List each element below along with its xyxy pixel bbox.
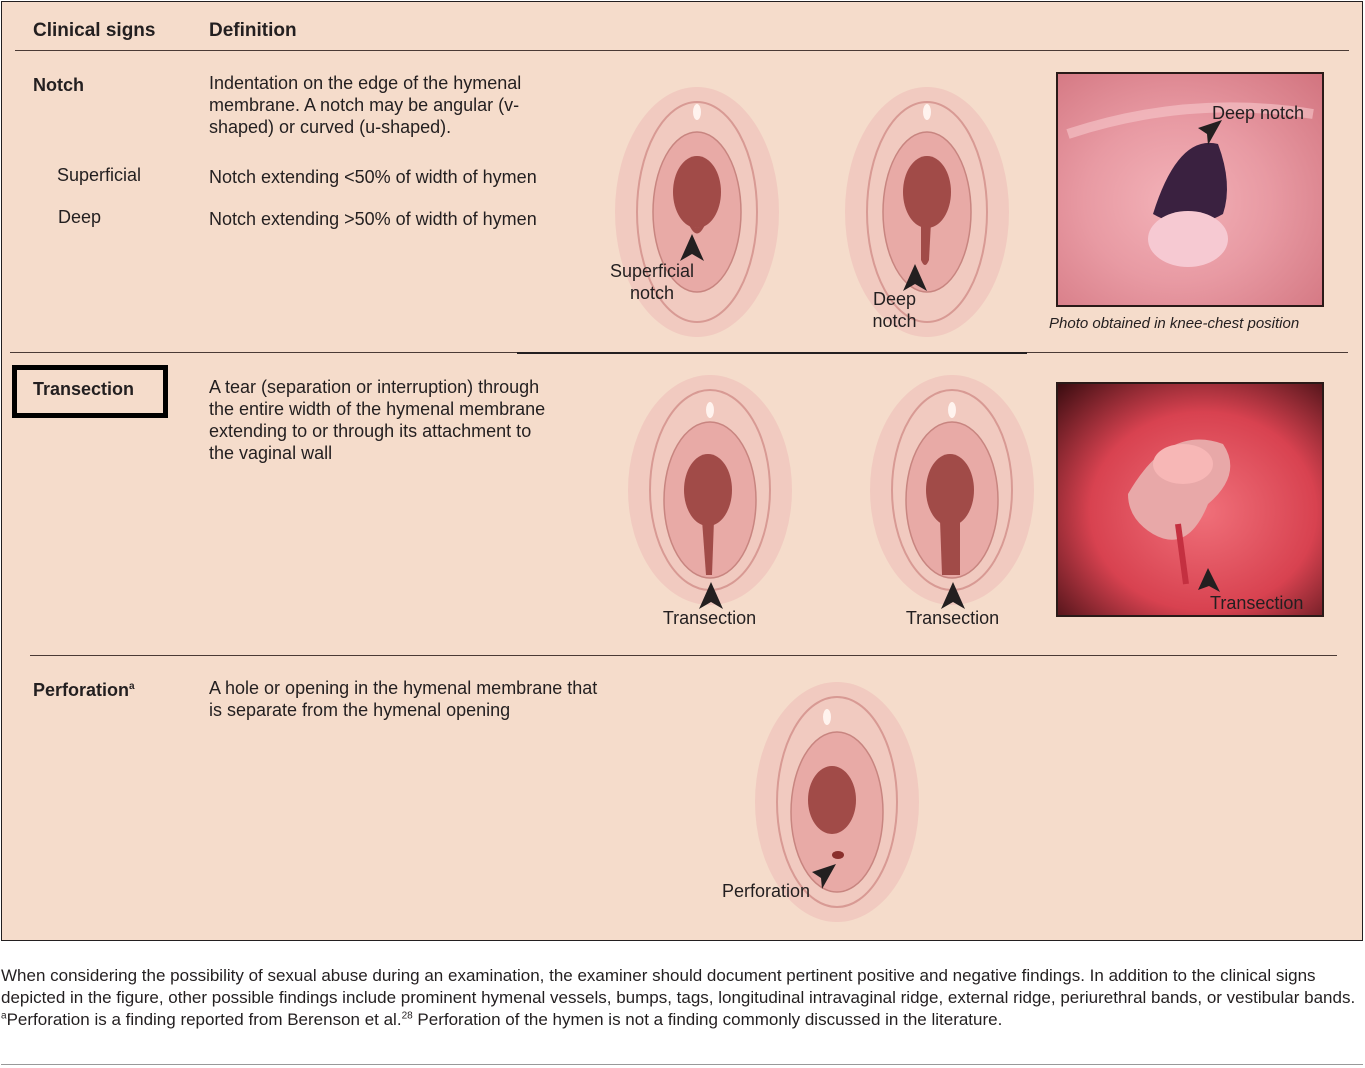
arrowhead-pointer-icon (698, 582, 724, 610)
row-rule-1-accent (517, 352, 1027, 354)
footnote-a-marker: a (1, 1010, 7, 1022)
definition-superficial: Notch extending <50% of width of hymen (209, 167, 537, 187)
definition-notch: Indentation on the edge of the hymenal membrane. A notch may be angular (v-shaped) or curved (u-shaped). (209, 73, 522, 137)
label-photo-transection: Transection (1210, 593, 1304, 613)
term-superficial: Superficial (57, 165, 142, 185)
term-deep: Deep (58, 207, 102, 227)
footer-note: When considering the possibility of sexual abuse during an examination, the examiner should document pertinent positive and negative findings. In addition to the clinical signs depicted in the figure, other possible findings include prominent hymenal vessels, bumps, tags, longitudinal intravaginal ridge, external ridge, periurethral bands, or vestibular bands. (1, 966, 1356, 1007)
term-transection: Transection (33, 379, 135, 399)
figure-footnotes (1, 965, 1365, 1031)
arrowhead-pointer-icon (679, 234, 705, 262)
arrowhead-pointer-icon (940, 582, 966, 610)
header-definition: Definition (209, 20, 297, 41)
footer-rule (1, 1064, 1363, 1065)
row-rule-2 (30, 655, 1337, 656)
illustration-transection-2 (842, 370, 1062, 610)
photo-transection (1056, 382, 1324, 617)
label-transection-2: Transection (905, 608, 1000, 628)
term-notch: Notch (33, 75, 84, 95)
arrowhead-pointer-icon (812, 864, 838, 890)
definition-transection: A tear (separation or interruption) through the entire width of the hymenal membrane extending to or through its attachment to the vaginal wall (209, 377, 546, 463)
term-perforation: Perforation$^a$ (33, 680, 135, 700)
photo-caption: Photo obtained in knee-chest position (1049, 315, 1300, 332)
definition-perforation: A hole or opening in the hymenal membrane that is separate from the hymenal opening (209, 678, 598, 720)
header-clinical-signs: Clinical signs (33, 20, 156, 41)
footnote-a: $^a$Perforation is a finding reported from Berenson et al.$^{28}$ Perforation of the hymen is not a finding commonly discussed in the literature. (1, 1010, 1003, 1029)
label-perforation: Perforation (722, 881, 811, 901)
arrowhead-pointer-icon (1198, 568, 1224, 594)
label-transection-1: Transection (662, 608, 757, 628)
reference-number: 28 (401, 1010, 413, 1022)
label-deep-notch: Deep notch (872, 289, 917, 331)
label-photo-deep-notch: Deep notch (1212, 103, 1305, 123)
illustration-transection-1 (600, 370, 820, 610)
definition-deep: Notch extending >50% of width of hymen (209, 209, 537, 229)
label-superficial-notch: Superficial notch (609, 261, 695, 303)
footnote-marker: a (129, 681, 135, 692)
header-rule (15, 50, 1349, 51)
figure-panel (1, 1, 1363, 941)
